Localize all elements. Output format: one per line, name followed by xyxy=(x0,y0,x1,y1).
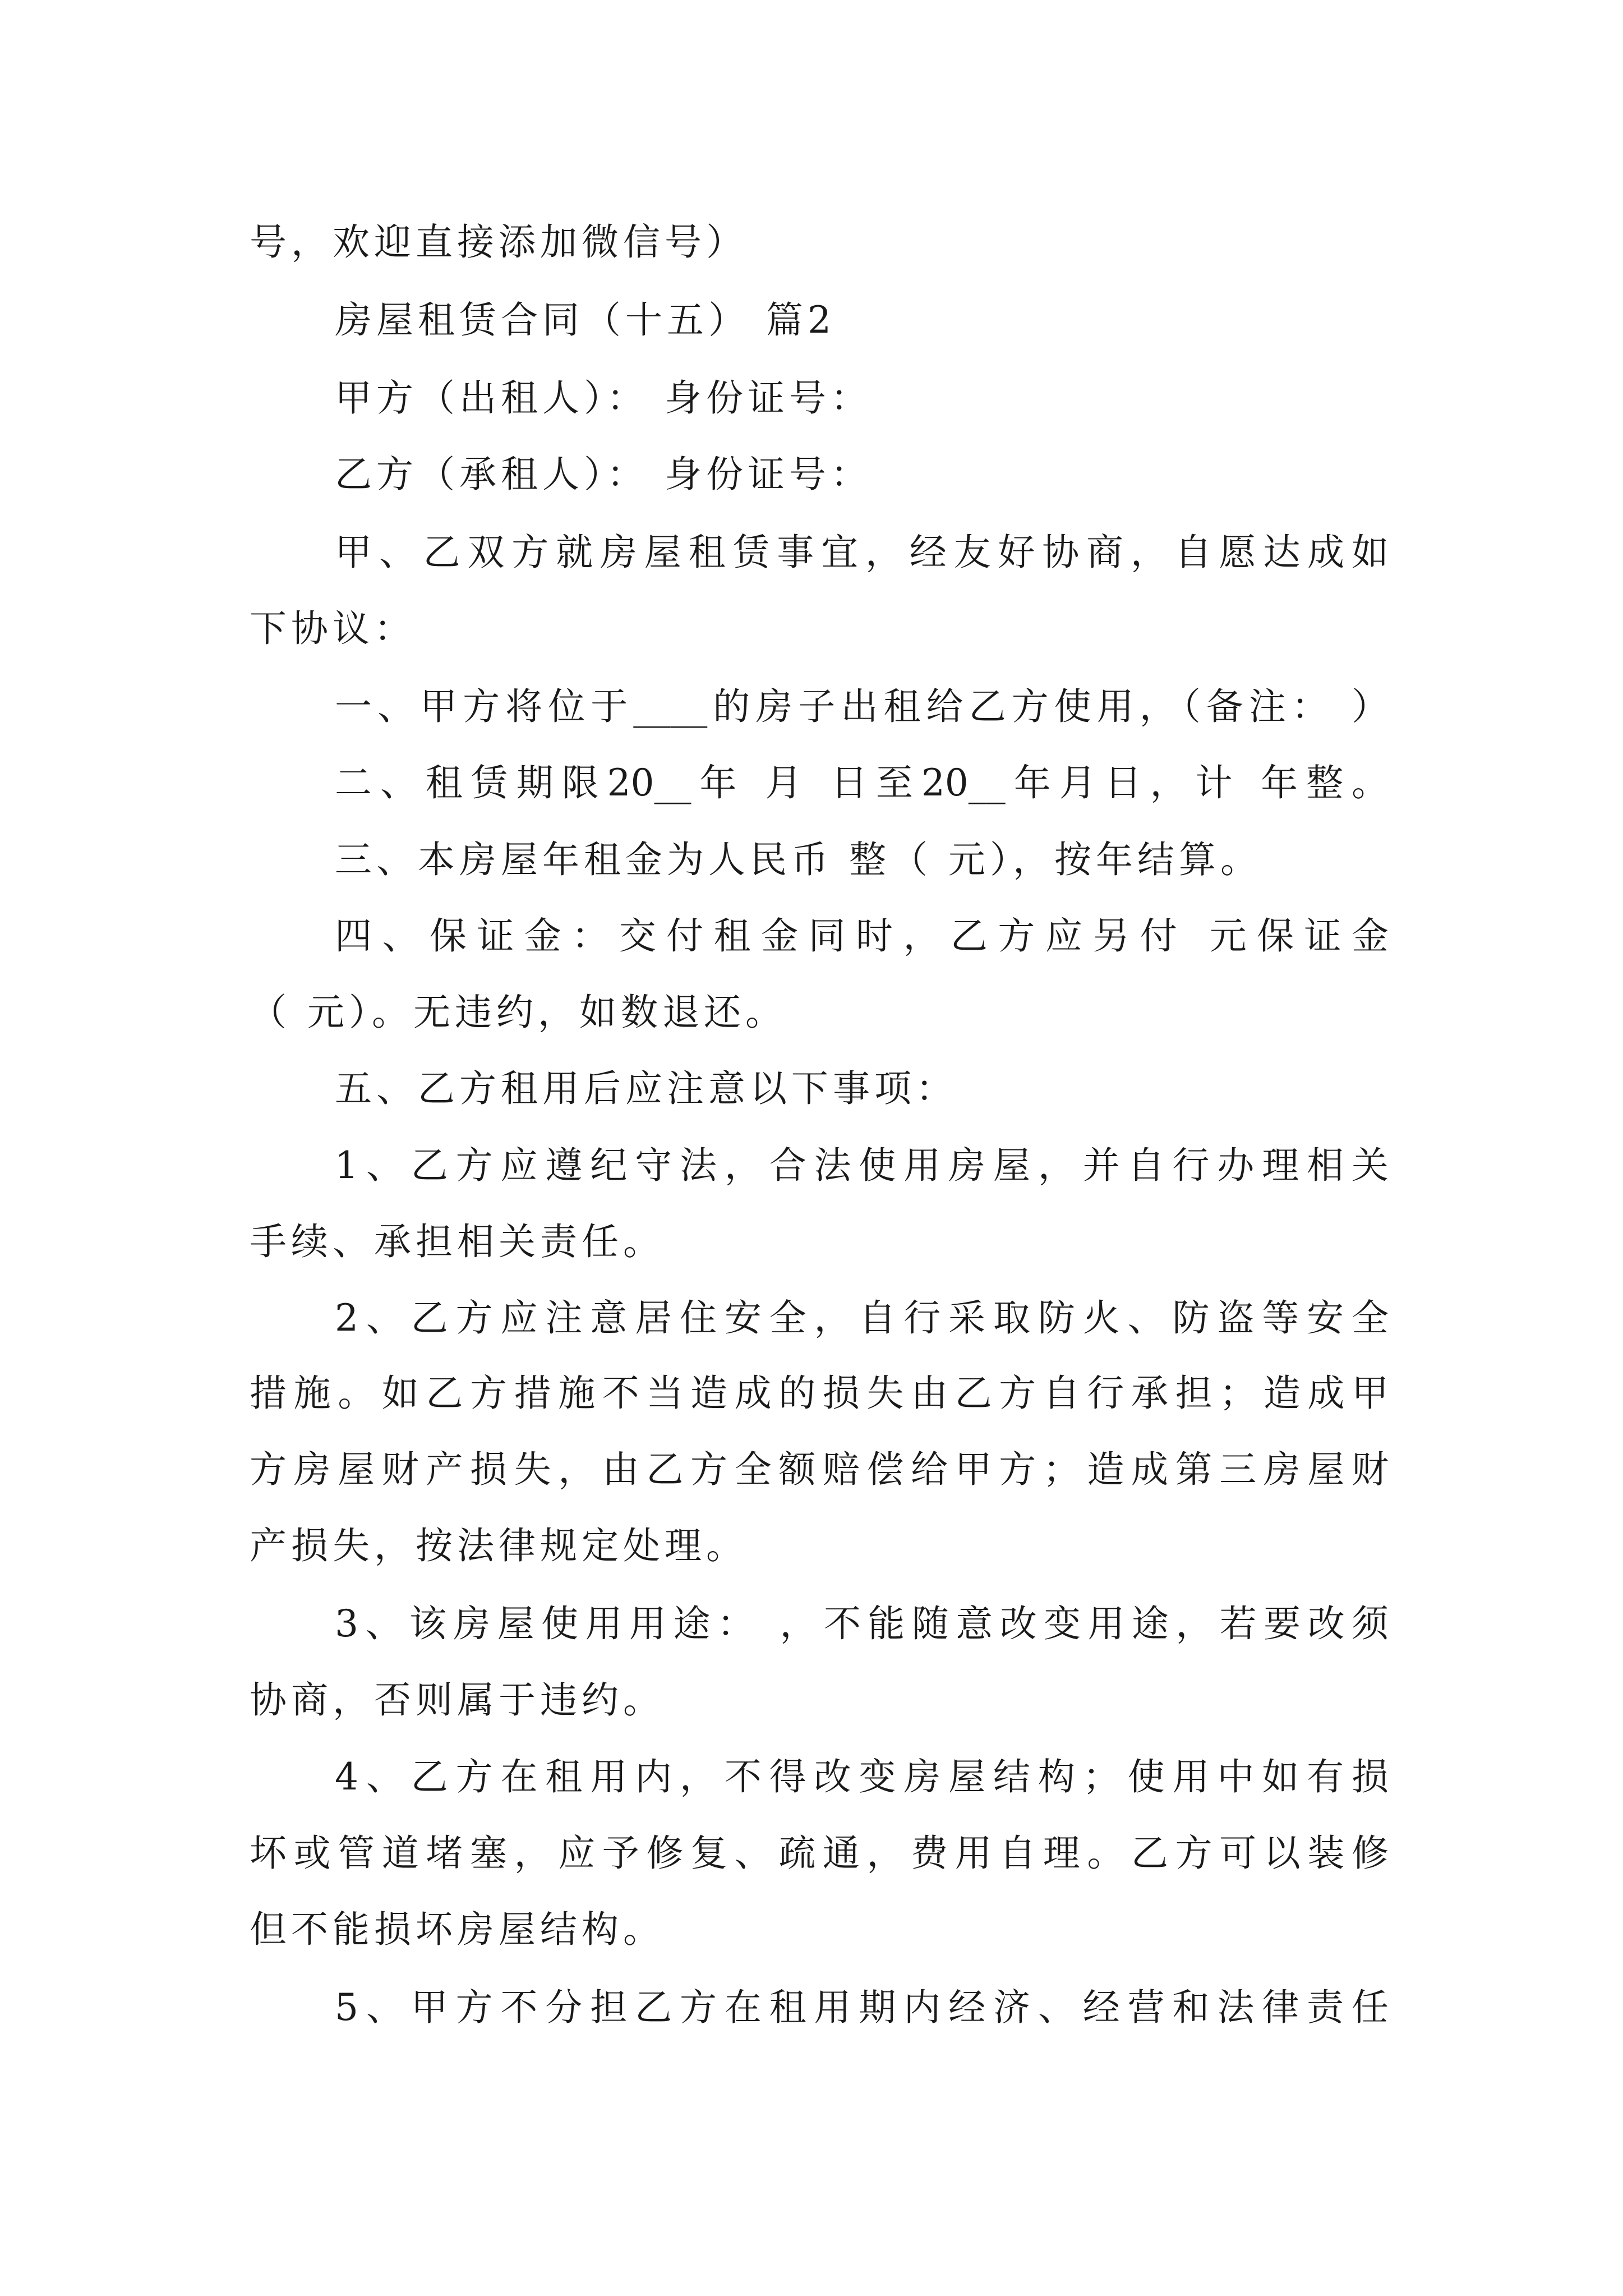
text-line: 一、甲方将位于____的房子出租给乙方使用，（备注： ） xyxy=(335,685,1389,728)
text-line: 3、该房屋使用用途： ，不能随意改变用途，若要改须 xyxy=(335,1602,1389,1645)
text-line: 坏或管道堵塞，应予修复、疏通，费用自理。乙方可以装修 xyxy=(250,1832,1389,1875)
text-line: 甲方（出租人）： 身份证号： xyxy=(335,376,872,420)
text-line: 协商，否则属于违约。 xyxy=(250,1678,665,1722)
text-line: 1、乙方应遵纪守法，合法使用房屋，并自行办理相关 xyxy=(335,1144,1389,1187)
text-line: 下协议： xyxy=(250,607,416,650)
text-line: 三、本房屋年租金为人民币 整（ 元），按年结算。 xyxy=(335,838,1262,881)
text-line: 号，欢迎直接添加微信号） xyxy=(250,220,748,264)
text-line: 手续、承担相关责任。 xyxy=(250,1220,665,1263)
text-line: 五、乙方租用后应注意以下事项： xyxy=(335,1067,957,1110)
text-line: 乙方（承租人）： 身份证号： xyxy=(335,453,872,496)
text-line: 措施。如乙方措施不当造成的损失由乙方自行承担；造成甲 xyxy=(250,1372,1389,1415)
text-line: 方房屋财产损失，由乙方全额赔偿给甲方；造成第三房屋财 xyxy=(250,1448,1389,1491)
text-line: （ 元）。无违约，如数退还。 xyxy=(250,991,787,1034)
text-line: 5、甲方不分担乙方在租用期内经济、经营和法律责任 xyxy=(335,1986,1389,2029)
text-line: 产损失，按法律规定处理。 xyxy=(250,1524,748,1567)
text-line: 4、乙方在租用内，不得改变房屋结构；使用中如有损 xyxy=(335,1755,1389,1798)
text-line: 甲、乙双方就房屋租赁事宜，经友好协商，自愿达成如 xyxy=(335,531,1389,574)
text-line: 但不能损坏房屋结构。 xyxy=(250,1908,665,1951)
text-line: 四、保证金：交付租金同时，乙方应另付 元保证金 xyxy=(335,914,1389,958)
text-line: 2、乙方应注意居住安全，自行采取防火、防盗等安全 xyxy=(335,1296,1389,1340)
text-line: 二、租赁期限20__年 月 日至20__年月日，计 年整。 xyxy=(335,761,1389,804)
section-title: 房屋租赁合同（十五） 篇2 xyxy=(335,298,836,342)
